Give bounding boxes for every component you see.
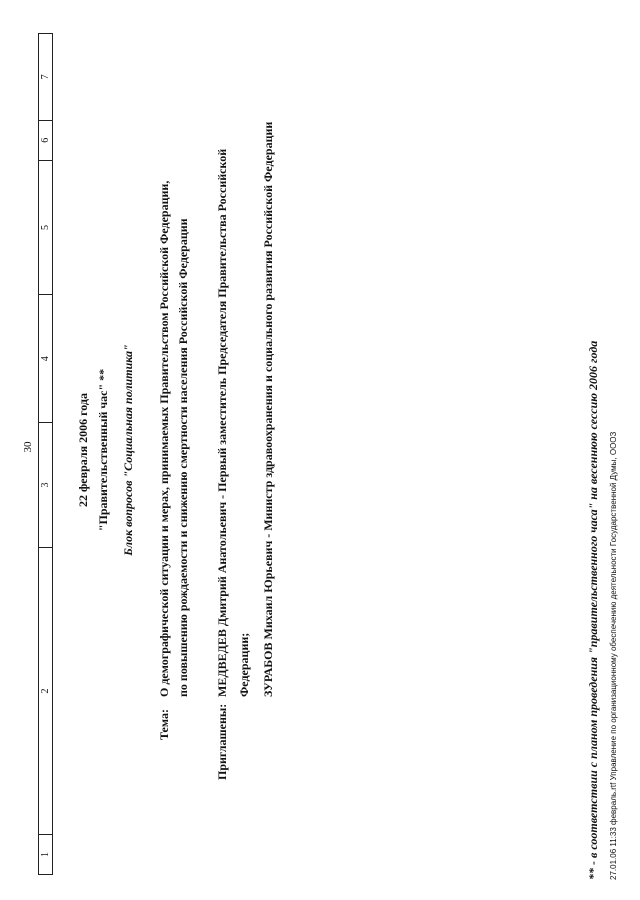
footnote: ** - в соответствии с планом проведения "правительственного часа" на весеннюю сессию 2006 года	[586, 340, 600, 880]
column-number: 1	[39, 834, 52, 874]
invited-line-2: Федерации;	[237, 632, 251, 697]
column-number: 5	[39, 160, 52, 295]
column-number: 7	[40, 74, 51, 80]
topic-text-line-1: О демографической ситуации и мерах, принимаемых Правительством Российской Федерации,	[157, 180, 171, 697]
page-number: 30	[22, 441, 34, 453]
topic-text-line-2: по повышению рождаемости и снижению смертности населения Российской Федерации	[176, 218, 190, 697]
column-number: 3	[39, 422, 52, 547]
footer-file-info: 27.01.06 11:33 февраль.rtf Управление по организационному обеспечению деятельности Государственной Думы, ОООЗ	[609, 431, 618, 880]
column-number: 4	[39, 294, 52, 422]
invited-line-1: МЕДВЕДЕВ Дмитрий Анатольевич - Первый заместитель Председателя Правительства Российской	[215, 148, 229, 697]
column-number: 2	[39, 547, 52, 834]
topic-label: Тема:	[157, 709, 171, 740]
question-block-title: Блок вопросов "Социальная политика"	[121, 344, 135, 556]
column-number-bar	[38, 33, 53, 875]
session-subtitle: "Правительственный час" **	[96, 368, 110, 532]
session-date: 22 февраля 2006 года	[76, 393, 90, 507]
column-number: 6	[39, 120, 52, 160]
invited-line-3: ЗУРАБОВ Михаил Юрьевич - Министр здравоохранения и социального развития Российской Федерации	[261, 121, 275, 697]
invited-label: Приглашены:	[215, 703, 229, 780]
